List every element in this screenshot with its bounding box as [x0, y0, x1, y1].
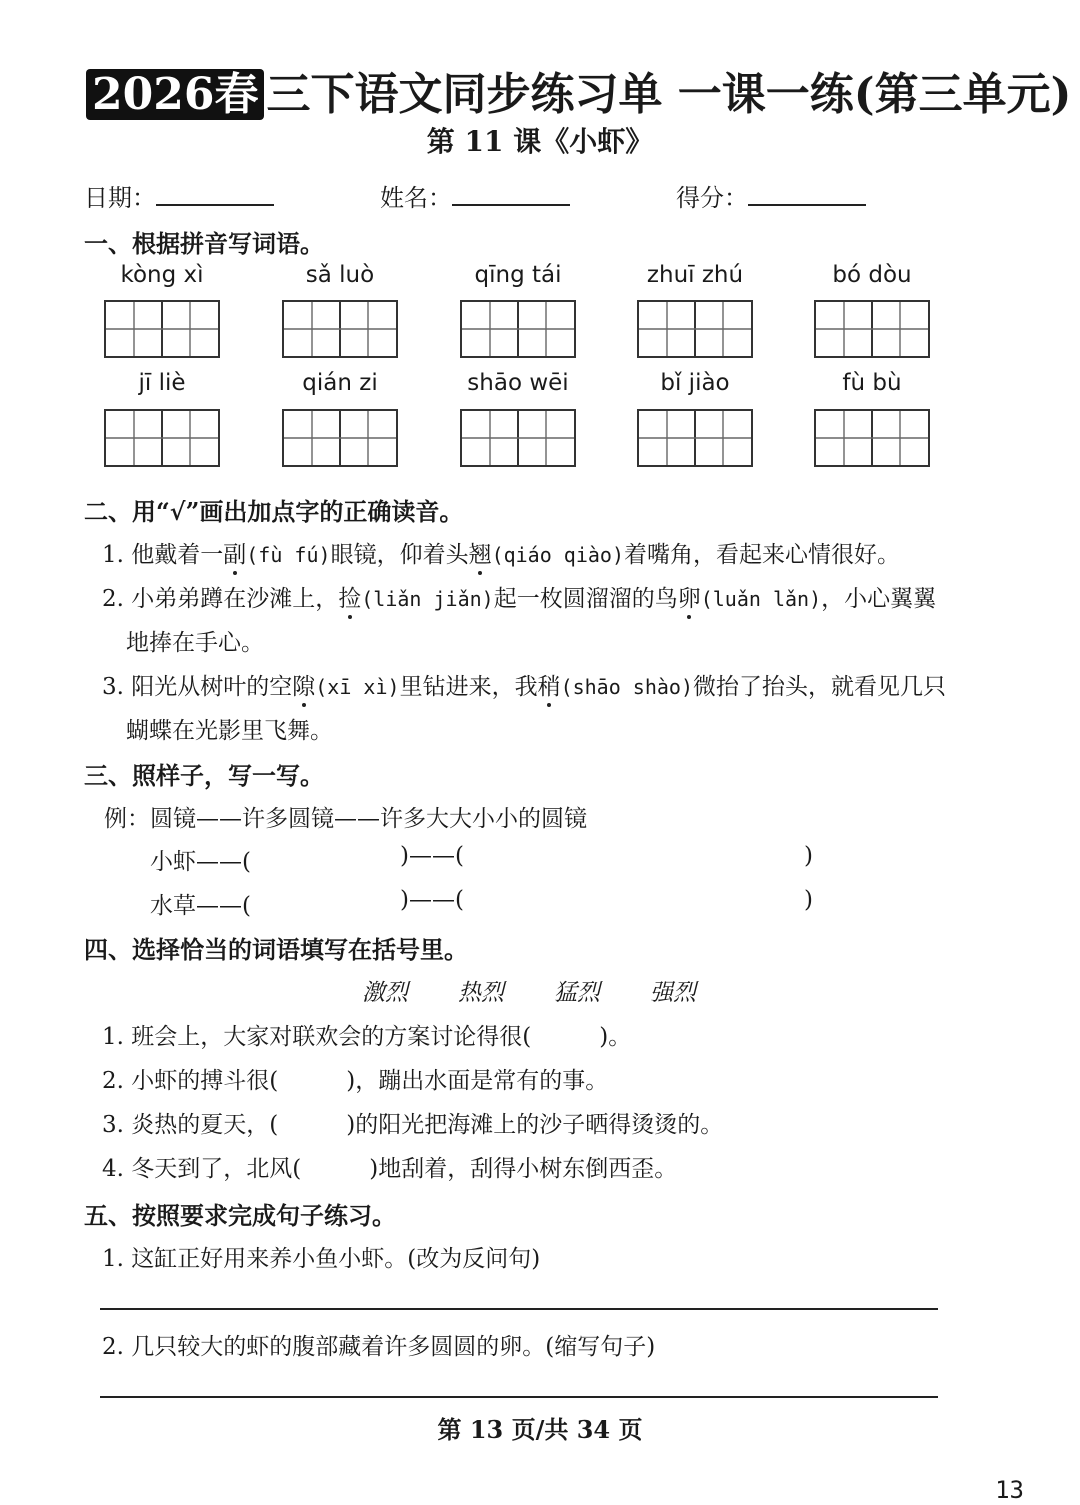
dotted-char: 副: [223, 536, 246, 569]
writing-grid[interactable]: [637, 409, 753, 467]
s3-item-mid[interactable]: )——(: [400, 887, 464, 913]
page-number: 13: [995, 1476, 1024, 1504]
title-text: 三下语文同步练习单 一课一练(第三单元): [266, 69, 1072, 120]
date-label: 日期：: [84, 184, 156, 212]
s3-item-end[interactable]: ): [804, 843, 813, 869]
s2-q1-text: 着嘴角，看起来心情很好。: [624, 542, 901, 568]
s4-q4-text: 4. 冬天到了，北风(: [102, 1156, 302, 1182]
s4-q2-text: )，蹦出水面是常有的事。: [346, 1068, 609, 1094]
s2-q1-text: 眼镜，仰着头: [330, 542, 469, 568]
writing-grid[interactable]: [637, 300, 753, 358]
s2-question-3-cont: 蝴蝶在光影里飞舞。: [126, 718, 333, 744]
s2-q3-text: 微抬了抬头，就看见几只: [693, 674, 947, 700]
s3-item-mid[interactable]: )——(: [400, 843, 464, 869]
pinyin-choice[interactable]: (luǎn lǎn): [700, 587, 822, 611]
section-1-heading: 一、根据拼音写词语。: [84, 229, 324, 258]
date-input-line[interactable]: [156, 204, 274, 206]
score-label: 得分：: [676, 184, 748, 212]
pinyin-choice[interactable]: (xī xì): [315, 675, 400, 699]
pinyin-label: zhuī zhú: [646, 262, 744, 288]
pinyin-choice[interactable]: (shāo shào): [560, 675, 694, 699]
s2-q2-text: ，小心翼翼: [821, 586, 937, 612]
pinyin-choice[interactable]: (qiáo qiào): [491, 543, 625, 567]
s4-question-1: [102, 1018, 631, 1051]
writing-grid[interactable]: [460, 300, 576, 358]
writing-grid[interactable]: [282, 300, 398, 358]
pinyin-label: fù bù: [842, 370, 902, 396]
s4-q4-text: )地刮着，刮得小树东倒西歪。: [369, 1156, 678, 1182]
dotted-char: 翘: [469, 536, 492, 569]
name-label: 姓名：: [380, 184, 452, 212]
pinyin-label: sǎ luò: [305, 262, 375, 288]
writing-grid[interactable]: [814, 409, 930, 467]
pinyin-choice[interactable]: (liǎn jiǎn): [361, 587, 494, 611]
s4-q2-text: 2. 小虾的搏斗很(: [102, 1068, 279, 1094]
pinyin-label: qīng tái: [474, 262, 562, 288]
name-input-line[interactable]: [452, 204, 570, 206]
s3-item-end[interactable]: ): [804, 887, 813, 913]
pinyin-label: bǐ jiào: [660, 370, 730, 396]
dotted-char: 捡: [338, 580, 361, 613]
s5-question-1: 1. 这缸正好用来养小鱼小虾。(改为反问句): [102, 1246, 541, 1272]
s4-question-4: [102, 1150, 677, 1183]
pinyin-choice[interactable]: (fù fú): [246, 543, 331, 567]
writing-grid[interactable]: [104, 300, 220, 358]
s4-q1-text: )。: [599, 1024, 632, 1050]
s2-q2-text: 起一枚圆溜溜的鸟: [493, 586, 678, 612]
s4-q3-text: )的阳光把海滩上的沙子晒得烫烫的。: [346, 1112, 724, 1138]
s2-question-3: [102, 668, 946, 701]
s5-q1-answer-line[interactable]: [100, 1308, 938, 1310]
lesson-title: 第 11 课《小虾》: [426, 125, 654, 158]
writing-grid[interactable]: [460, 409, 576, 467]
section-5-heading: 五、按照要求完成句子练习。: [84, 1201, 396, 1230]
s5-q2-answer-line[interactable]: [100, 1396, 938, 1398]
section-4-heading: 四、选择恰当的词语填写在括号里。: [84, 935, 468, 964]
page-footer: 第 13 页/共 34 页: [437, 1415, 643, 1444]
s5-question-2: 2. 几只较大的虾的腹部藏着许多圆圆的卵。(缩写句子): [102, 1334, 656, 1360]
score-input-line[interactable]: [748, 204, 866, 206]
choice-word: 激烈: [362, 980, 408, 1006]
section-2-heading: 二、用“√”画出加点字的正确读音。: [84, 497, 464, 526]
writing-grid[interactable]: [104, 409, 220, 467]
choice-word: 猛烈: [554, 980, 600, 1006]
s2-question-2-cont: 地捧在手心。: [126, 630, 264, 656]
writing-grid[interactable]: [282, 409, 398, 467]
s3-example: 例：圆镜——许多圆镜——许多大大小小的圆镜: [104, 806, 587, 832]
s2-q2-text: 2. 小弟弟蹲在沙滩上，: [102, 586, 339, 612]
s3-item-word: 小虾——(: [150, 849, 251, 875]
worksheet-title: [86, 58, 1071, 122]
s4-question-2: [102, 1062, 608, 1095]
pinyin-label: bó dòu: [832, 262, 912, 288]
s2-q3-text: 里钻进来，我: [399, 674, 538, 700]
section-3-heading: 三、照样子，写一写。: [84, 761, 324, 790]
s4-question-3: [102, 1106, 723, 1139]
s3-item-word: 水草——(: [150, 893, 251, 919]
writing-grid[interactable]: [814, 300, 930, 358]
s2-q1-text: 1. 他戴着一: [102, 542, 224, 568]
dotted-char: 稍: [538, 668, 561, 701]
pinyin-label: qián zi: [302, 370, 378, 396]
s2-question-1: [102, 536, 900, 569]
pinyin-label: shāo wēi: [467, 370, 569, 396]
dotted-char: 隙: [292, 668, 315, 701]
choice-word: 强烈: [650, 980, 696, 1006]
pinyin-label: kòng xì: [120, 262, 204, 288]
s4-q1-text: 1. 班会上，大家对联欢会的方案讨论得很(: [102, 1024, 532, 1050]
dotted-char: 卵: [678, 580, 701, 613]
s4-q3-text: 3. 炎热的夏天，(: [102, 1112, 279, 1138]
s2-q3-text: 3. 阳光从树叶的空: [102, 674, 293, 700]
choice-word: 热烈: [458, 980, 504, 1006]
year-badge: 2026春: [86, 69, 264, 120]
pinyin-label: jī liè: [138, 370, 186, 396]
s2-question-2: [102, 580, 936, 613]
